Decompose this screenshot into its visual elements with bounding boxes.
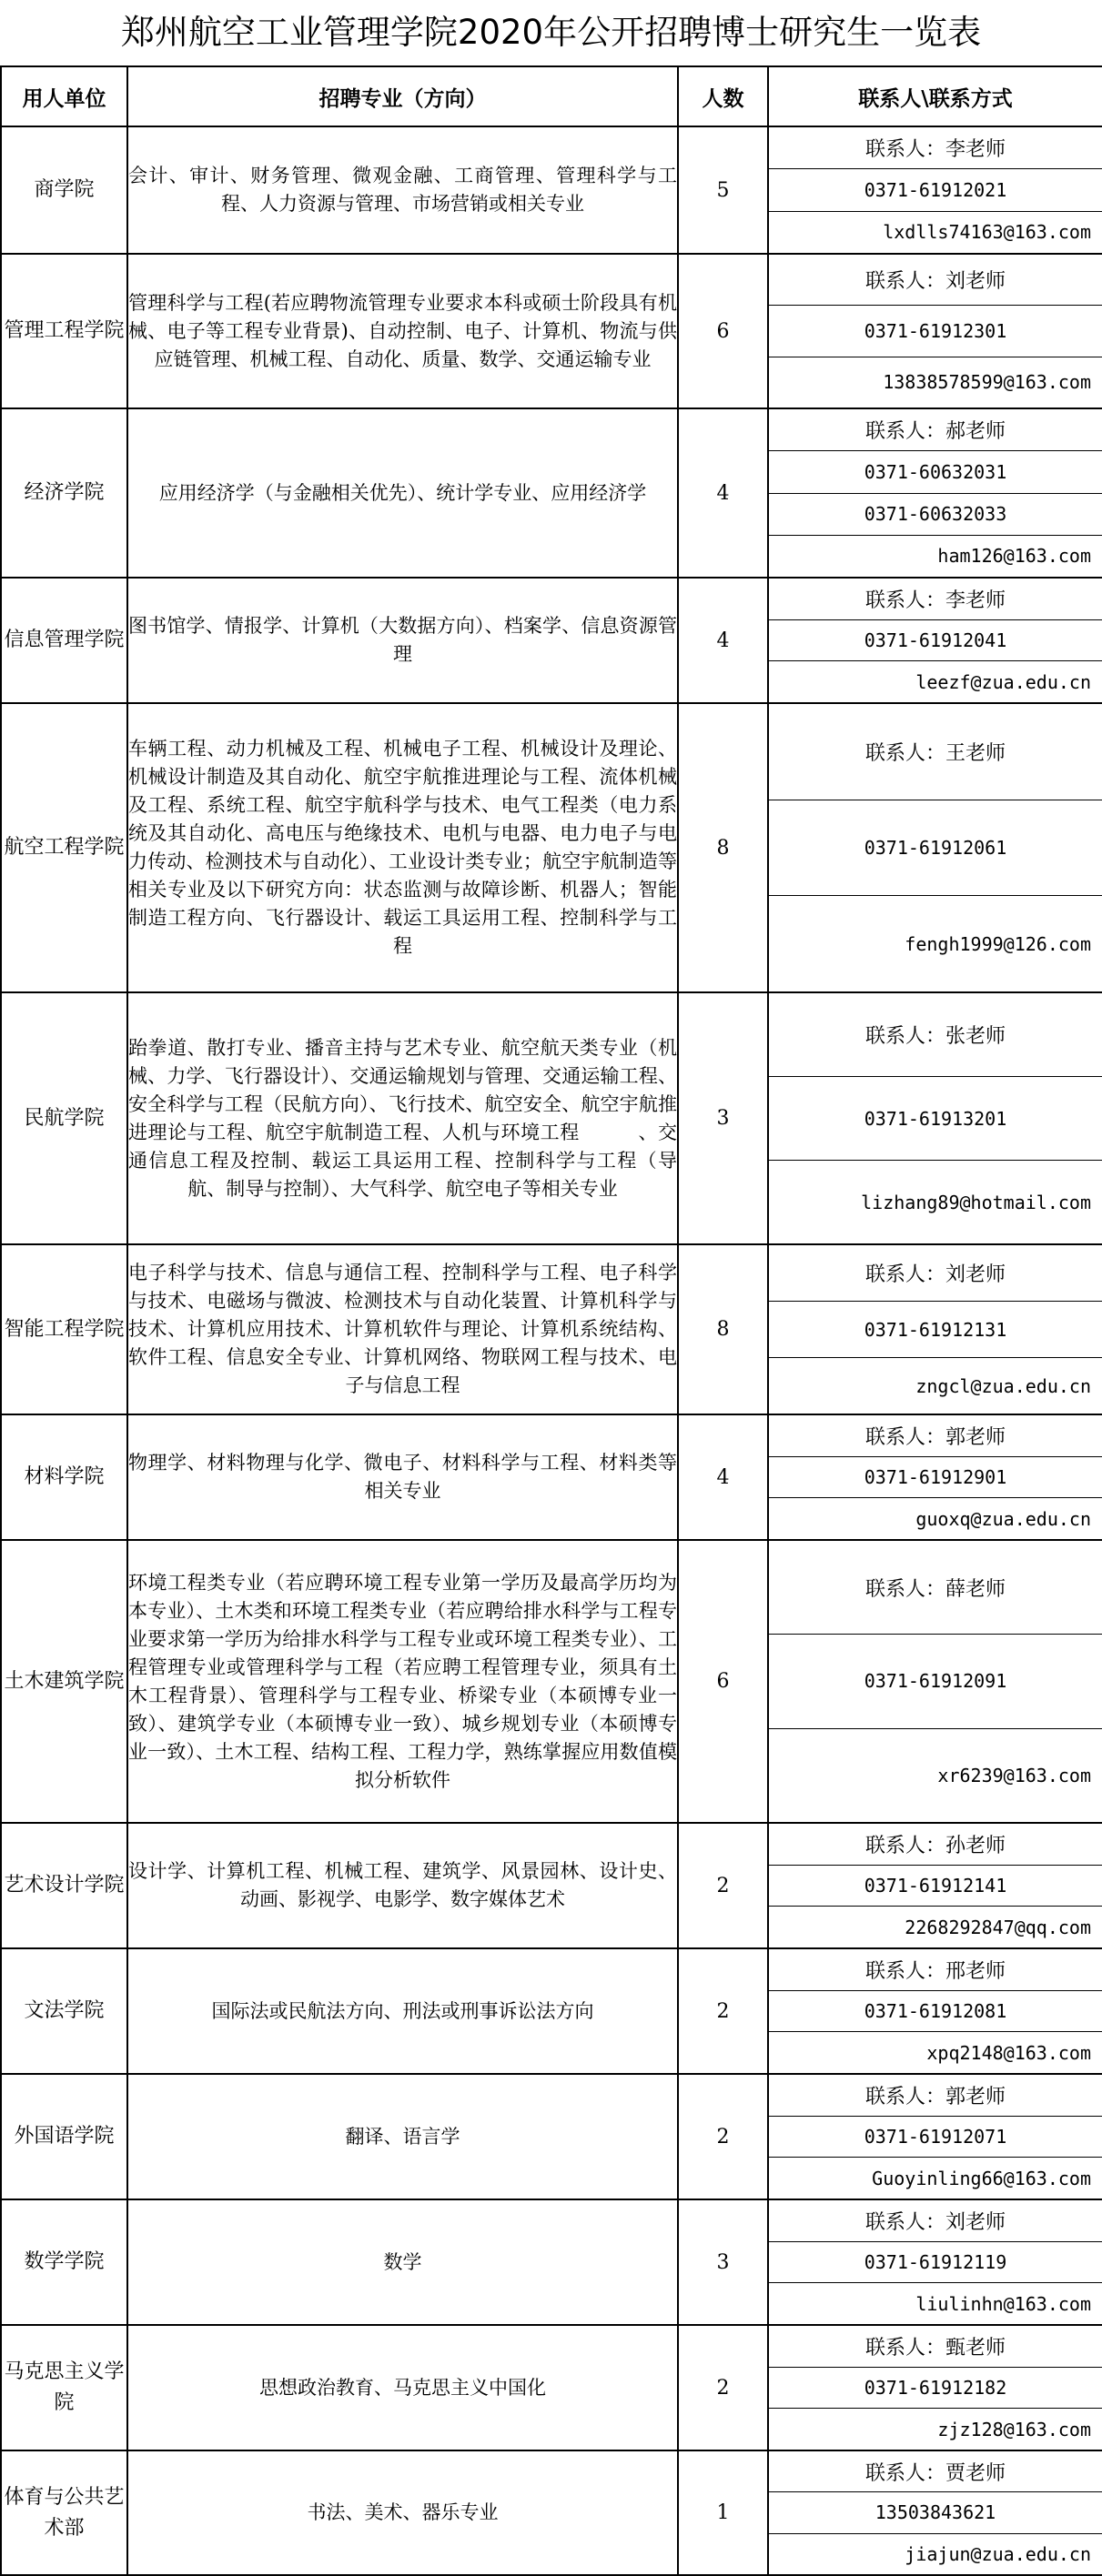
- contact-phone: 0371-61912141: [769, 1866, 1102, 1907]
- contact-list: [769, 1949, 1102, 2073]
- contact-phone: 0371-61913201: [769, 1077, 1102, 1161]
- count-cell: 6: [678, 1540, 768, 1823]
- contact-phone: 13503843621: [769, 2492, 1102, 2533]
- contact-phone: 0371-61912041: [769, 620, 1102, 662]
- table-row: [1, 2450, 1102, 2575]
- contact-person: 联系人：甄老师: [769, 2326, 1102, 2368]
- unit-cell: 民航学院: [1, 992, 127, 1244]
- contact-phone: 0371-61912901: [769, 1457, 1102, 1499]
- contact-phone: 0371-61912061: [769, 800, 1102, 897]
- count-cell: 8: [678, 1244, 768, 1414]
- contact-email: fengh1999@126.com: [905, 932, 1091, 955]
- header-major: 招聘专业（方向）: [127, 66, 678, 126]
- contact-email: Guoyinling66@163.com: [872, 2167, 1091, 2189]
- contact-email: lizhang89@hotmail.com: [861, 1191, 1091, 1213]
- contact-person: 联系人：刘老师: [769, 255, 1102, 306]
- major-cell: 数学: [127, 2199, 678, 2325]
- unit-cell: 经济学院: [1, 408, 127, 578]
- unit-cell: 数学学院: [1, 2199, 127, 2325]
- table-row: [1, 1414, 1102, 1540]
- unit-cell: 信息管理学院: [1, 578, 127, 703]
- contact-list: [769, 1824, 1102, 1947]
- contact-cell: [768, 1414, 1102, 1540]
- unit-cell: 文法学院: [1, 1948, 127, 2074]
- contact-email: zngcl@zua.edu.cn: [915, 1374, 1091, 1397]
- major-cell: 管理科学与工程(若应聘物流管理专业要求本科或硕士阶段具有机械、电子等工程专业背景)、自动控制、电子、计算机、物流与供应链管理、机械工程、自动化、质量、数学、交通运输专业: [127, 254, 678, 408]
- table-row: [1, 408, 1102, 578]
- contact-cell: [768, 2074, 1102, 2199]
- contact-list: [769, 2075, 1102, 2199]
- count-cell: 4: [678, 578, 768, 703]
- count-cell: 1: [678, 2450, 768, 2575]
- contact-list: [769, 993, 1102, 1243]
- major-cell: 会计、审计、财务管理、微观金融、工商管理、管理科学与工程、人力资源与管理、市场营销或相关专业: [127, 126, 678, 254]
- contact-person: 联系人：郭老师: [769, 2075, 1102, 2117]
- contact-person: 联系人：郭老师: [769, 1415, 1102, 1457]
- contact-cell: [768, 2325, 1102, 2450]
- contact-person: 联系人：邢老师: [769, 1949, 1102, 1991]
- unit-cell: 航空工程学院: [1, 703, 127, 992]
- major-cell: 车辆工程、动力机械及工程、机械电子工程、机械设计及理论、机械设计制造及其自动化、航空宇航推进理论与工程、流体机械及工程、系统工程、航空宇航科学与技术、电气工程类（电力系统及其自动化、高电压与绝缘技术、电机与电器、电力电子与电力传动、检测技术与自动化）、工业设计类专业；航空宇航制造等相关专业及以下研究方向：状态监测与故障诊断、机器人；智能制造工程方向、飞行器设计、载运工具运用工程、控制科学与工程: [127, 703, 678, 992]
- unit-cell: 材料学院: [1, 1414, 127, 1540]
- major-cell: 设计学、计算机工程、机械工程、建筑学、风景园林、设计史、动画、影视学、电影学、数字媒体艺术: [127, 1823, 678, 1948]
- count-cell: 2: [678, 1948, 768, 2074]
- table-body: [1, 126, 1102, 2575]
- contact-phone: 0371-60632033: [769, 494, 1102, 536]
- count-cell: 6: [678, 254, 768, 408]
- contact-list: [769, 1415, 1102, 1539]
- contact-person: 联系人：王老师: [769, 704, 1102, 800]
- contact-phone: 0371-61912182: [769, 2368, 1102, 2410]
- count-cell: 8: [678, 703, 768, 992]
- count-cell: 3: [678, 992, 768, 1244]
- contact-email: jiajun@zua.edu.cn: [905, 2542, 1091, 2565]
- contact-cell: [768, 2199, 1102, 2325]
- contact-email: xpq2148@163.com: [926, 2041, 1091, 2064]
- unit-cell: 土木建筑学院: [1, 1540, 127, 1823]
- major-cell: 环境工程类专业（若应聘环境工程专业第一学历及最高学历均为本专业）、土木类和环境工程类专业（若应聘给排水科学与工程专业要求第一学历为给排水科学与工程专业或环境工程类专业）、工程管理专业或管理科学与工程（若应聘工程管理专业，须具有土木工程背景）、管理科学与工程专业、桥梁专业（本硕博专业一致）、建筑学专业（本硕博专业一致）、城乡规划专业（本硕博专业一致）、土木工程、结构工程、工程力学，熟练掌握应用数值模拟分析软件: [127, 1540, 678, 1823]
- contact-list: [769, 127, 1102, 253]
- contact-cell: [768, 1823, 1102, 1948]
- table-row: [1, 254, 1102, 408]
- contact-person: 联系人：刘老师: [769, 1245, 1102, 1302]
- contact-phone: 0371-61912119: [769, 2242, 1102, 2284]
- contact-person: 联系人：张老师: [769, 993, 1102, 1077]
- unit-cell: 外国语学院: [1, 2074, 127, 2199]
- unit-cell: 商学院: [1, 126, 127, 254]
- header-contact: 联系人\联系方式: [768, 66, 1102, 126]
- contact-cell: [768, 578, 1102, 703]
- contact-cell: [768, 1540, 1102, 1823]
- unit-cell: 体育与公共艺术部: [1, 2450, 127, 2575]
- count-cell: 2: [678, 1823, 768, 1948]
- unit-cell: 艺术设计学院: [1, 1823, 127, 1948]
- contact-person: 联系人：贾老师: [769, 2451, 1102, 2492]
- table-row: [1, 2199, 1102, 2325]
- major-cell: 书法、美术、器乐专业: [127, 2450, 678, 2575]
- table-row: [1, 1244, 1102, 1414]
- contact-email: xr6239@163.com: [937, 1764, 1091, 1786]
- contact-email: zjz128@163.com: [937, 2418, 1091, 2440]
- table-row: [1, 1948, 1102, 2074]
- contact-cell: [768, 703, 1102, 992]
- count-cell: 5: [678, 126, 768, 254]
- contact-list: [769, 255, 1102, 408]
- contact-phone: 0371-61912131: [769, 1302, 1102, 1358]
- contact-person: 联系人：薛老师: [769, 1541, 1102, 1635]
- contact-email: leezf@zua.edu.cn: [915, 670, 1091, 693]
- contact-list: [769, 1541, 1102, 1822]
- major-cell: 翻译、语言学: [127, 2074, 678, 2199]
- contact-email: lxdlls74163@163.com: [883, 221, 1091, 244]
- contact-person: 联系人：李老师: [769, 127, 1102, 169]
- contact-list: [769, 2200, 1102, 2324]
- contact-list: [769, 579, 1102, 702]
- table-row: [1, 2074, 1102, 2199]
- count-cell: 3: [678, 2199, 768, 2325]
- contact-email: guoxq@zua.edu.cn: [915, 1507, 1091, 1530]
- table-row: [1, 2325, 1102, 2450]
- page-title: 郑州航空工业管理学院2020年公开招聘博士研究生一览表: [120, 13, 982, 52]
- major-cell: 电子科学与技术、信息与通信工程、控制科学与工程、电子科学与技术、电磁场与微波、检测技术与自动化装置、计算机科学与技术、计算机应用技术、计算机软件与理论、计算机系统结构、软件工程、信息安全专业、计算机网络、物联网工程与技术、电子与信息工程: [127, 1244, 678, 1414]
- contact-phone: 0371-61912301: [769, 306, 1102, 357]
- major-cell: 思想政治教育、马克思主义中国化: [127, 2325, 678, 2450]
- contact-cell: [768, 1948, 1102, 2074]
- contact-person: 联系人：郝老师: [769, 409, 1102, 451]
- unit-cell: 马克思主义学院: [1, 2325, 127, 2450]
- contact-list: [769, 704, 1102, 991]
- contact-cell: [768, 254, 1102, 408]
- count-cell: 4: [678, 408, 768, 578]
- major-cell: 图书馆学、情报学、计算机（大数据方向）、档案学、信息资源管理: [127, 578, 678, 703]
- contact-cell: [768, 408, 1102, 578]
- count-cell: 4: [678, 1414, 768, 1540]
- major-cell: 国际法或民航法方向、刑法或刑事诉讼法方向: [127, 1948, 678, 2074]
- contact-email: ham126@163.com: [937, 545, 1091, 568]
- contact-cell: [768, 992, 1102, 1244]
- contact-email: 13838578599@163.com: [883, 371, 1091, 394]
- contact-email: liulinhn@163.com: [915, 2292, 1091, 2315]
- table-row: [1, 1823, 1102, 1948]
- unit-cell: 管理工程学院: [1, 254, 127, 408]
- contact-phone: 0371-61912071: [769, 2117, 1102, 2158]
- header-unit: 用人单位: [1, 66, 127, 126]
- unit-cell: 智能工程学院: [1, 1244, 127, 1414]
- major-cell: 应用经济学（与金融相关优先）、统计学专业、应用经济学: [127, 408, 678, 578]
- contact-phone: 0371-60632031: [769, 451, 1102, 493]
- count-cell: 2: [678, 2325, 768, 2450]
- table-header-row: [1, 66, 1102, 126]
- header-count: 人数: [678, 66, 768, 126]
- count-cell: 2: [678, 2074, 768, 2199]
- contact-cell: [768, 2450, 1102, 2575]
- table-row: [1, 1540, 1102, 1823]
- contact-cell: [768, 1244, 1102, 1414]
- contact-list: [769, 1245, 1102, 1414]
- contact-person: 联系人：刘老师: [769, 2200, 1102, 2242]
- table-row: [1, 703, 1102, 992]
- contact-phone: 0371-61912081: [769, 1991, 1102, 2033]
- recruitment-table: [0, 65, 1102, 2576]
- major-cell: 跆拳道、散打专业、播音主持与艺术专业、航空航天类专业（机械、力学、飞行器设计）、交通运输规划与管理、交通运输工程、安全科学与工程（民航方向）、飞行技术、航空安全、航空宇航推进理论与工程、航空宇航制造工程、人机与环境工程 、交通信息工程及控制、载运工具运用工程、控制科学与工程（导航、制导与控制）、大气科学、航空电子等相关专业: [127, 992, 678, 1244]
- table-row: [1, 126, 1102, 254]
- contact-email: 2268292847@qq.com: [905, 1916, 1091, 1938]
- contact-cell: [768, 126, 1102, 254]
- major-cell: 物理学、材料物理与化学、微电子、材料科学与工程、材料类等相关专业: [127, 1414, 678, 1540]
- contact-phone: 0371-61912091: [769, 1635, 1102, 1728]
- contact-list: [769, 2326, 1102, 2450]
- table-row: [1, 992, 1102, 1244]
- contact-person: 联系人：孙老师: [769, 1824, 1102, 1866]
- contact-phone: 0371-61912021: [769, 169, 1102, 211]
- table-row: [1, 578, 1102, 703]
- contact-person: 联系人：李老师: [769, 579, 1102, 620]
- contact-list: [769, 2451, 1102, 2574]
- contact-list: [769, 409, 1102, 577]
